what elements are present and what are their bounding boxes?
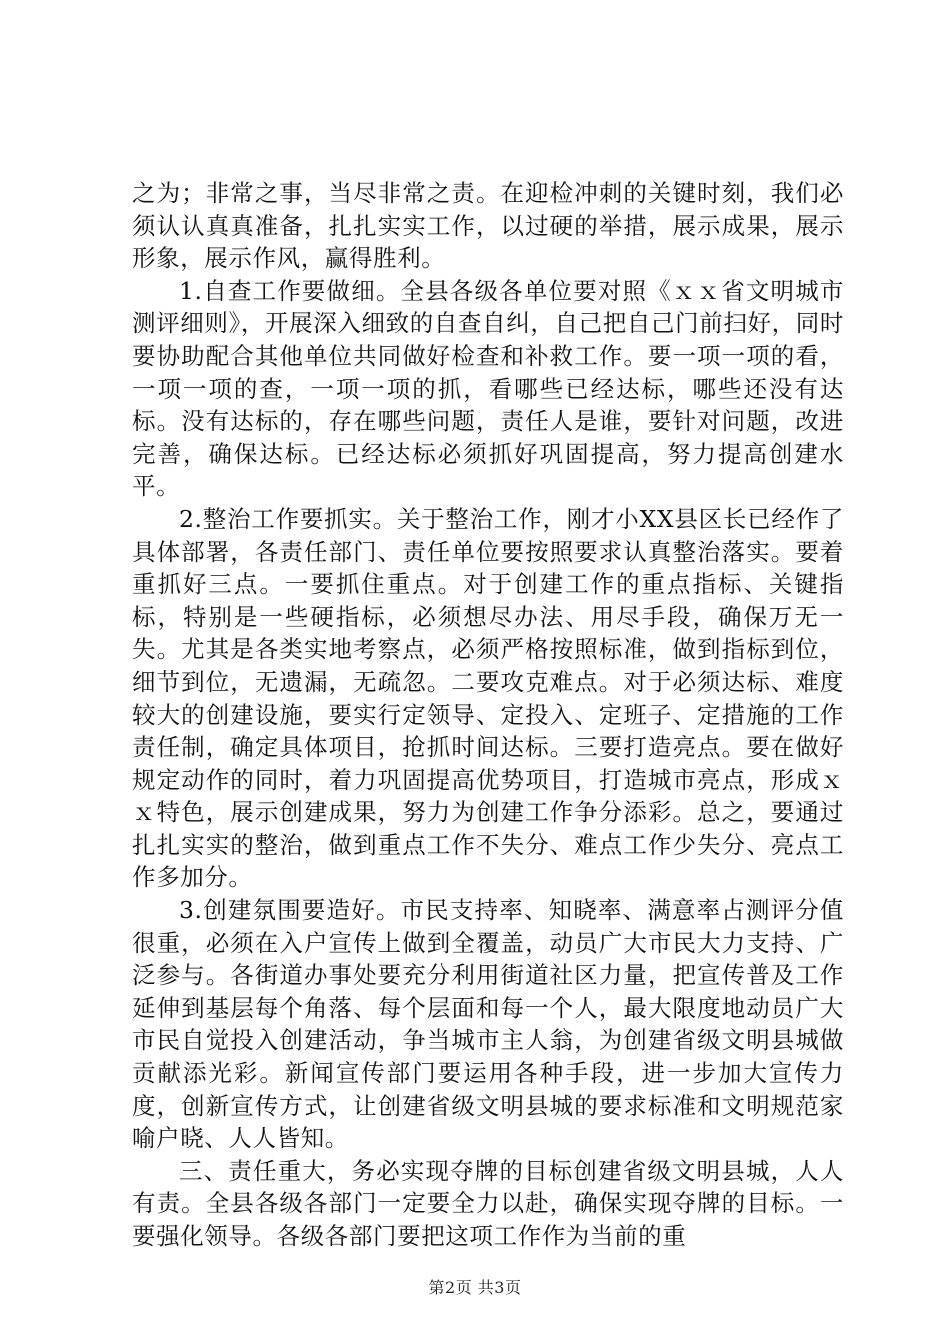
paragraph-rectification: 2.整治工作要抓实。关于整治工作，刚才小XX县区长已经作了具体部署，各责任部门、责任单位要按照要求认真整治落实。要着重抓好三点。一要抓住重点。对于创建工作的重点指标、关键指标，特别是一些硬指标，必须想尽办法、用尽手段，确保万无一失。尤其是各类实地考察点，必须严格按照标准，做到指标到位，细节到位，无遗漏，无疏忽。二要攻克难点。对于必须达标、难度较大的创建设施，要实行定领导、定投入、定班子、定措施的工作责任制，确定具体项目，抢抓时间达标。三要打造亮点。要在做好规定动作的同时，着力巩固提高优势项目，打造城市亮点，形成ｘｘ特色，展示创建成果，努力为创建工作争分添彩。总之，要通过扎扎实实的整治，做到重点工作不失分、难点工作少失分、亮点工作多加分。 (132, 504, 844, 892)
document-body (132, 177, 844, 1253)
paragraph-atmosphere: 3.创建氛围要造好。市民支持率、知晓率、满意率占测评分值很重，必须在入户宣传上做到全覆盖，动员广大市民大力支持、广泛参与。各街道办事处要充分利用街道社区力量，把宣传普及工作延伸到基层每个角落、每个层面和每一个人，最大限度地动员广大市民自觉投入创建活动，争当城市主人翁，为创建省级文明县城做贡献添光彩。新闻宣传部门要运用各种手段，进一步加大宣传力度，创新宣传方式，让创建省级文明县城的要求标准和文明规范家喻户晓、人人皆知。 (132, 896, 844, 1153)
paragraph-responsibility: 三、责任重大，务必实现夺牌的目标创建省级文明县城，人人有责。全县各级各部门一定要全力以赴，确保实现夺牌的目标。一要强化领导。各级各部门要把这项工作作为当前的重 (132, 1156, 844, 1250)
paragraph-self-inspection: 1.自查工作要做细。全县各级各单位要对照《ｘｘ省文明城市测评细则》，开展深入细致的自查自纠，自己把自己门前扫好，同时要协助配合其他单位共同做好检查和补救工作。要一项一项的看，一项一项的查，一项一项的抓，看哪些已经达标，哪些还没有达标。没有达标的，存在哪些问题，责任人是谁，要针对问题，改进完善，确保达标。已经达标必须抓好巩固提高，努力提高创建水平。 (132, 276, 844, 501)
page-footer: 第2页 共3页 (428, 1278, 522, 1297)
paragraph-intro: 之为；非常之事，当尽非常之责。在迎检冲刺的关键时刻，我们必须认认真真准备，扎扎实实工作，以过硬的举措，展示成果，展示形象，展示作风，赢得胜利。 (132, 179, 844, 273)
